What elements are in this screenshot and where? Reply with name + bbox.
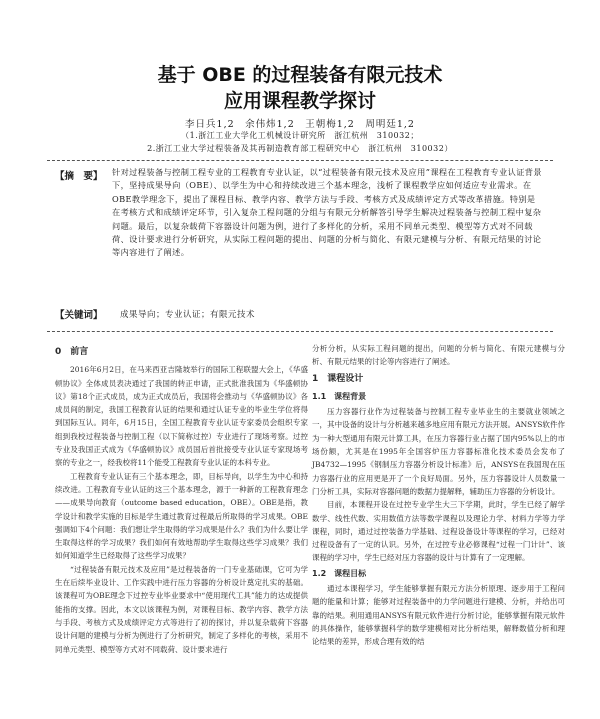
section-1-heading: 1 课程设计 — [312, 373, 364, 384]
intro-paragraph-2: 工程教育专业认证有三个基本理念，即，目标导向，以学生为中心和持续改进。工程教育专业认证的这三个基本理念，源于一种新的工程教育理念——成果导向教育（outcome based education，OBE）。OBE是指，教学设计和教学实施的目标是学生通过教育过程最后所取得的学习成果。OBE强调如下4个问题：我们想让学生取得的学习成果是什么？我们为什么要让学生取得这样的学习成果？我们如何有效地帮助学生取得这些学习成果？我们如何知道学生已经取得了这些学习成果？ — [55, 471, 308, 561]
abstract-label: 【摘 要】 — [55, 171, 103, 182]
continued-paragraph: 分析分析，从实际工程问题的提出，问题的分析与简化、有限元建模与分析、有限元结果的讨论等内容进行了阐述。 — [312, 344, 565, 367]
abstract-text: 针对过程装备与控制工程专业的工程教育专业认证，以“过程装备有限元技术及应用”课程在工程教育专业认证背景下，坚持成果导向（OBE）、以学生为中心和持续改进三个基本理念，浅析了课程教学应如何适应专业需求。在OBE教学理念下，提出了课程目标、教学内容、教学方法与手段、考核方式及成绩评定方式等改革措施。特别是在考核方式和成绩评定环节，引入复杂工程问题的分组与有限元分析解答引导学生解决过程装备与控制工程中复杂问题。最后，以复杂载荷下容器设计问题为例，进行了多样化的分析，采用不同单元类型、模型等方式对不同载荷、设计要求进行分析研究，从实际工程问题的提出、问题的分析与简化、有限元建模与分析、有限元结果的讨论等内容进行了阐述。 — [112, 167, 542, 258]
affiliation-1: （1.浙江工业大学化工机械设计研究所 浙江杭州 310032； — [181, 131, 419, 140]
objectives-paragraph: 通过本课程学习，学生能够掌握有限元方法分析原理、逐步用于工程问题的能量和计算；能够对过程装备中的力学问题进行建模、分析，并给出可靠的结果。利用通用ANSYS有限元软件进行分析讨论，能够掌握有限元软件的具体操作，能够掌握科学的数学建模相对比分析结果，解释数值分析和理论结果的差异，形成合理有效的结 — [312, 584, 565, 647]
paper-title-line2: 应用课程教学探讨 — [223, 90, 376, 112]
body-left-column — [55, 342, 308, 656]
authors: 李日兵1,2 余伟炜1,2 王朝梅1,2 周明廷1,2 — [185, 119, 415, 130]
section-0-heading: 0 前言 — [55, 347, 89, 357]
keywords-text: 成果导向；专业认证；有限元技术 — [120, 310, 256, 320]
body-right-column — [312, 342, 565, 649]
subsection-1-1-heading: 1.1 课程背景 — [312, 391, 367, 401]
keywords-label: 【关键词】 — [55, 310, 103, 321]
intro-paragraph-3: “过程装备有限元技术及应用”是过程装备的一门专业基础课，它可为学生在后续毕业设计、工作实践中进行压力容器的分析设计奠定扎实的基础。该课程可为OBE理念下过控专业毕业要求中“使用现代工具”能力的达成提供能指的支撑。因此，本文以该课程为例，对课程目标、教学内容、教学方法与手段、考核方式及成绩评定方式等进行了初的探讨，并以复杂载荷下容器设计问题的建模与分析为例进行了分析研究，制定了多样化的考核，采用不同单元类型、模型等方式对不同载荷、设计要求进行 — [55, 564, 308, 654]
background-paragraph-2: 目前，本课程开设在过控专业学生大三下学期，此时，学生已经了解学数学、线性代数、实用数值方法等数学课程以及理论力学、材料力学等力学课程，同时，通过过控装备力学基础、过程设备设计等课程的学习，已经对过程设备有了一定的认识。另外，在过控专业必修课程“过程一门计计”、该课程的学习中，学生已经对压力容器的设计与计算有了一定理解。 — [312, 500, 565, 563]
background-paragraph-1: 压力容器行业作为过程装备与控制工程专业毕业生的主要就业领域之一，其中设备的设计与分析越来越多地应用有限元方法开展。ANSYS软件作为一种大型通用有限元计算工具，在压力容器行业占据了国内95%以上的市场份额，尤其是在1995年全国容炉压力容器标准化技术委员会发布了JB4732—1995《钢制压力容器分析设计标准》后，ANSYS在我国现在压力容器行业的应用更是开了一个良好局面。另外，压力容器设计人员数量一门分析工具，实际对容器问题的数据力提解释，辅助压力容器的分析设计。 — [312, 407, 565, 496]
affiliation-2: 2.浙江工业大学过程装备及其再制造教育部工程研究中心 浙江杭州 310032） — [147, 144, 453, 153]
intro-paragraph-1: 2016年6月2日，在马来西亚吉隆坡举行的国际工程联盟大会上，《华盛顿协议》全体成员表决通过了我国的转正申请，正式批准我国为《华盛顿协议》第18个正式成员，成为正式成员后，我国将会推动与《华盛顿协议》各成员间的制定，我国工程教育认证的结果和通过认证专业的毕业生学位将得到国际互认。同年，6月15日，全国工程教育专业认证专家委员会组织专家组到我校过程装备与控制工程（以下简称过控）专业进行了现场考察。过控专业及我国正式成为《华盛顿协议》成员国后首批接受专业认证专家现场考察的专业之一，经我校将11个能受工程教育专业认证的本科专业。 — [55, 365, 308, 468]
paper-title-line1: 基于 OBE 的过程装备有限元技术 — [157, 64, 443, 86]
subsection-1-2-heading: 1.2 课程目标 — [312, 568, 367, 578]
